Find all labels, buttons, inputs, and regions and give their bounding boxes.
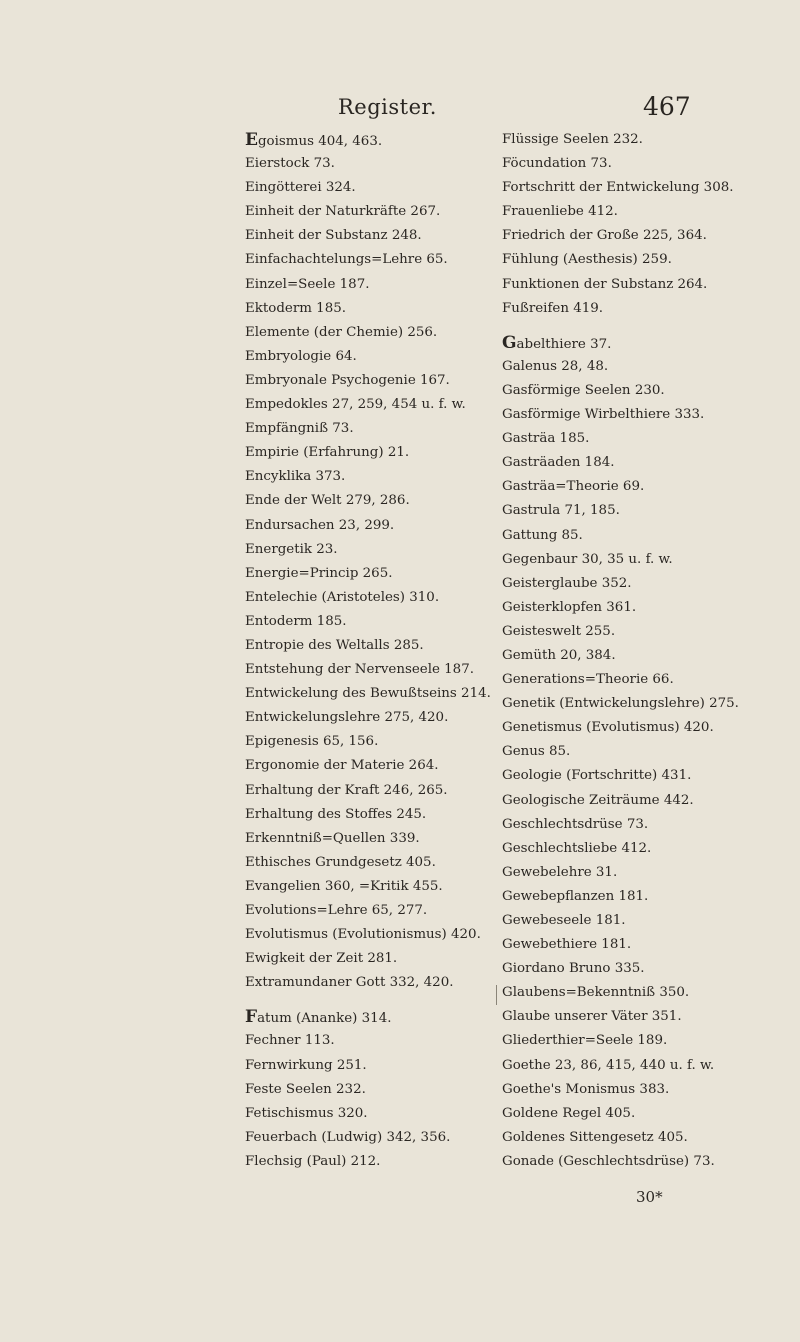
column-divider-mark	[496, 985, 497, 1005]
index-entry: Glaubens=Bekenntniß 350.	[502, 985, 690, 1001]
index-entry: Feste Seelen 232.	[245, 1081, 366, 1097]
index-entry: Geisterglaube 352.	[502, 575, 632, 591]
index-entry: Fernwirkung 251.	[245, 1057, 367, 1073]
index-entry: Einfachachtelungs=Lehre 65.	[245, 252, 448, 268]
index-entry: Geologische Zeiträume 442.	[502, 792, 694, 808]
index-entry: Fußreifen 419.	[502, 300, 604, 316]
index-entry: Feuerbach (Ludwig) 342, 356.	[245, 1129, 451, 1145]
index-entry: Embryonale Psychogenie 167.	[245, 372, 450, 388]
index-entry: Fortschritt der Entwickelung 308.	[502, 180, 734, 196]
index-entry: Fühlung (Aesthesis) 259.	[502, 252, 672, 268]
index-entry: Empirie (Erfahrung) 21.	[245, 445, 410, 461]
printer-signature: 30*	[636, 1188, 663, 1206]
index-entry: Geschlechtsliebe 412.	[502, 840, 652, 856]
index-entry: Empfängniß 73.	[245, 421, 354, 437]
index-entry: Genetik (Entwickelungslehre) 275.	[502, 696, 739, 712]
index-entry: Gonade (Geschlechtsdrüse) 73.	[502, 1153, 715, 1169]
index-entry: Entoderm 185.	[245, 613, 347, 629]
index-entry: Gewebethiere 181.	[502, 937, 632, 953]
index-entry: Entelechie (Aristoteles) 310.	[245, 589, 440, 605]
index-entry: Gliederthier=Seele 189.	[502, 1033, 668, 1049]
index-entry: Erkenntniß=Quellen 339.	[245, 830, 420, 846]
index-entry: Flechsig (Paul) 212.	[245, 1153, 381, 1169]
index-entry: Ende der Welt 279, 286.	[245, 493, 410, 509]
index-entry: Encyklika 373.	[245, 469, 346, 485]
right-column	[502, 128, 800, 1174]
index-entry: Ethisches Grundgesetz 405.	[245, 854, 436, 870]
index-entry: Geisteswelt 255.	[502, 623, 616, 639]
index-entry: Goldenes Sittengesetz 405.	[502, 1129, 688, 1145]
index-entry: Energetik 23.	[245, 541, 338, 557]
index-entry: Entstehung der Nervenseele 187.	[245, 662, 474, 678]
index-entry: Gastrula 71, 185.	[502, 503, 620, 519]
index-entry: Gewebelehre 31.	[502, 864, 618, 880]
index-entry: Erhaltung des Stoffes 245.	[245, 806, 427, 822]
index-entry: Fatum (Ananke) 314.	[245, 1007, 392, 1028]
index-entry: Galenus 28, 48.	[502, 358, 609, 374]
index-entry: Goethe's Monismus 383.	[502, 1081, 670, 1097]
index-entry: Einheit der Substanz 248.	[245, 228, 422, 244]
index-entry: Giordano Bruno 335.	[502, 961, 645, 977]
index-entry: Fechner 113.	[245, 1033, 335, 1049]
index-entry: Eingötterei 324.	[245, 180, 356, 196]
index-entry: Elemente (der Chemie) 256.	[245, 324, 438, 340]
index-entry: Genus 85.	[502, 744, 571, 760]
index-entry: Gewebepflanzen 181.	[502, 888, 649, 904]
index-entry: Föcundation 73.	[502, 156, 612, 172]
page-number: 467	[643, 92, 691, 121]
index-entry: Ektoderm 185.	[245, 300, 346, 316]
index-entry: Ergonomie der Materie 264.	[245, 758, 439, 774]
index-entry: Gattung 85.	[502, 527, 583, 543]
index-entry: Embryologie 64.	[245, 348, 357, 364]
index-entry: Genetismus (Evolutismus) 420.	[502, 720, 714, 736]
index-entry: Egoismus 404, 463.	[245, 130, 383, 150]
index-entry: Evolutions=Lehre 65, 277.	[245, 903, 428, 918]
index-entry: Gasförmige Seelen 230.	[502, 382, 665, 398]
page-title: Register.	[338, 95, 437, 119]
index-entry: Erhaltung der Kraft 246, 265.	[245, 782, 448, 798]
index-entry: Generations=Theorie 66.	[502, 672, 674, 688]
index-entry: Entropie des Weltalls 285.	[245, 637, 424, 653]
index-entry: Empedokles 27, 259, 454 u. f. w.	[245, 397, 466, 413]
index-entry: Geisterklopfen 361.	[502, 599, 637, 615]
index-entry: Entwickelungslehre 275, 420.	[245, 710, 449, 726]
index-entry: Glaube unserer Väter 351.	[502, 1009, 682, 1025]
index-entry: Evangelien 360, =Kritik 455.	[245, 878, 443, 894]
index-entry: Endursachen 23, 299.	[245, 517, 395, 533]
index-entry: Geologie (Fortschritte) 431.	[502, 768, 692, 784]
index-entry: Energie=Princip 265.	[245, 565, 393, 581]
index-entry: Gasförmige Wirbelthiere 333.	[502, 407, 705, 423]
index-entry: Gasträa 185.	[502, 431, 590, 447]
index-entry: Gewebeseele 181.	[502, 913, 626, 928]
index-entry: Goethe 23, 86, 415, 440 u. f. w.	[502, 1057, 715, 1073]
index-entry: Gasträaden 184.	[502, 455, 615, 471]
index-entry: Funktionen der Substanz 264.	[502, 276, 708, 292]
index-entry: Evolutismus (Evolutionismus) 420.	[245, 927, 481, 943]
index-entry: Frauenliebe 412.	[502, 204, 618, 220]
index-entry: Flüssige Seelen 232.	[502, 132, 643, 147]
index-entry: Gegenbaur 30, 35 u. f. w.	[502, 551, 673, 567]
index-entry: Fetischismus 320.	[245, 1105, 368, 1121]
index-entry: Eierstock 73.	[245, 156, 335, 172]
index-entry: Friedrich der Große 225, 364.	[502, 228, 707, 244]
index-entry: Ewigkeit der Zeit 281.	[245, 951, 398, 967]
index-entry: Gemüth 20, 384.	[502, 647, 616, 663]
index-entry: Extramundaner Gott 332, 420.	[245, 975, 454, 991]
index-entry: Goldene Regel 405.	[502, 1105, 636, 1121]
index-entry: Einheit der Naturkräfte 267.	[245, 204, 441, 220]
index-entry: Epigenesis 65, 156.	[245, 734, 379, 750]
index-entry: Geschlechtsdrüse 73.	[502, 816, 649, 832]
index-entry: Gasträa=Theorie 69.	[502, 479, 645, 495]
index-entry: Einzel=Seele 187.	[245, 276, 370, 292]
index-entry: Gabelthiere 37.	[502, 332, 612, 353]
index-entry: Entwickelung des Bewußtseins 214.	[245, 686, 491, 702]
